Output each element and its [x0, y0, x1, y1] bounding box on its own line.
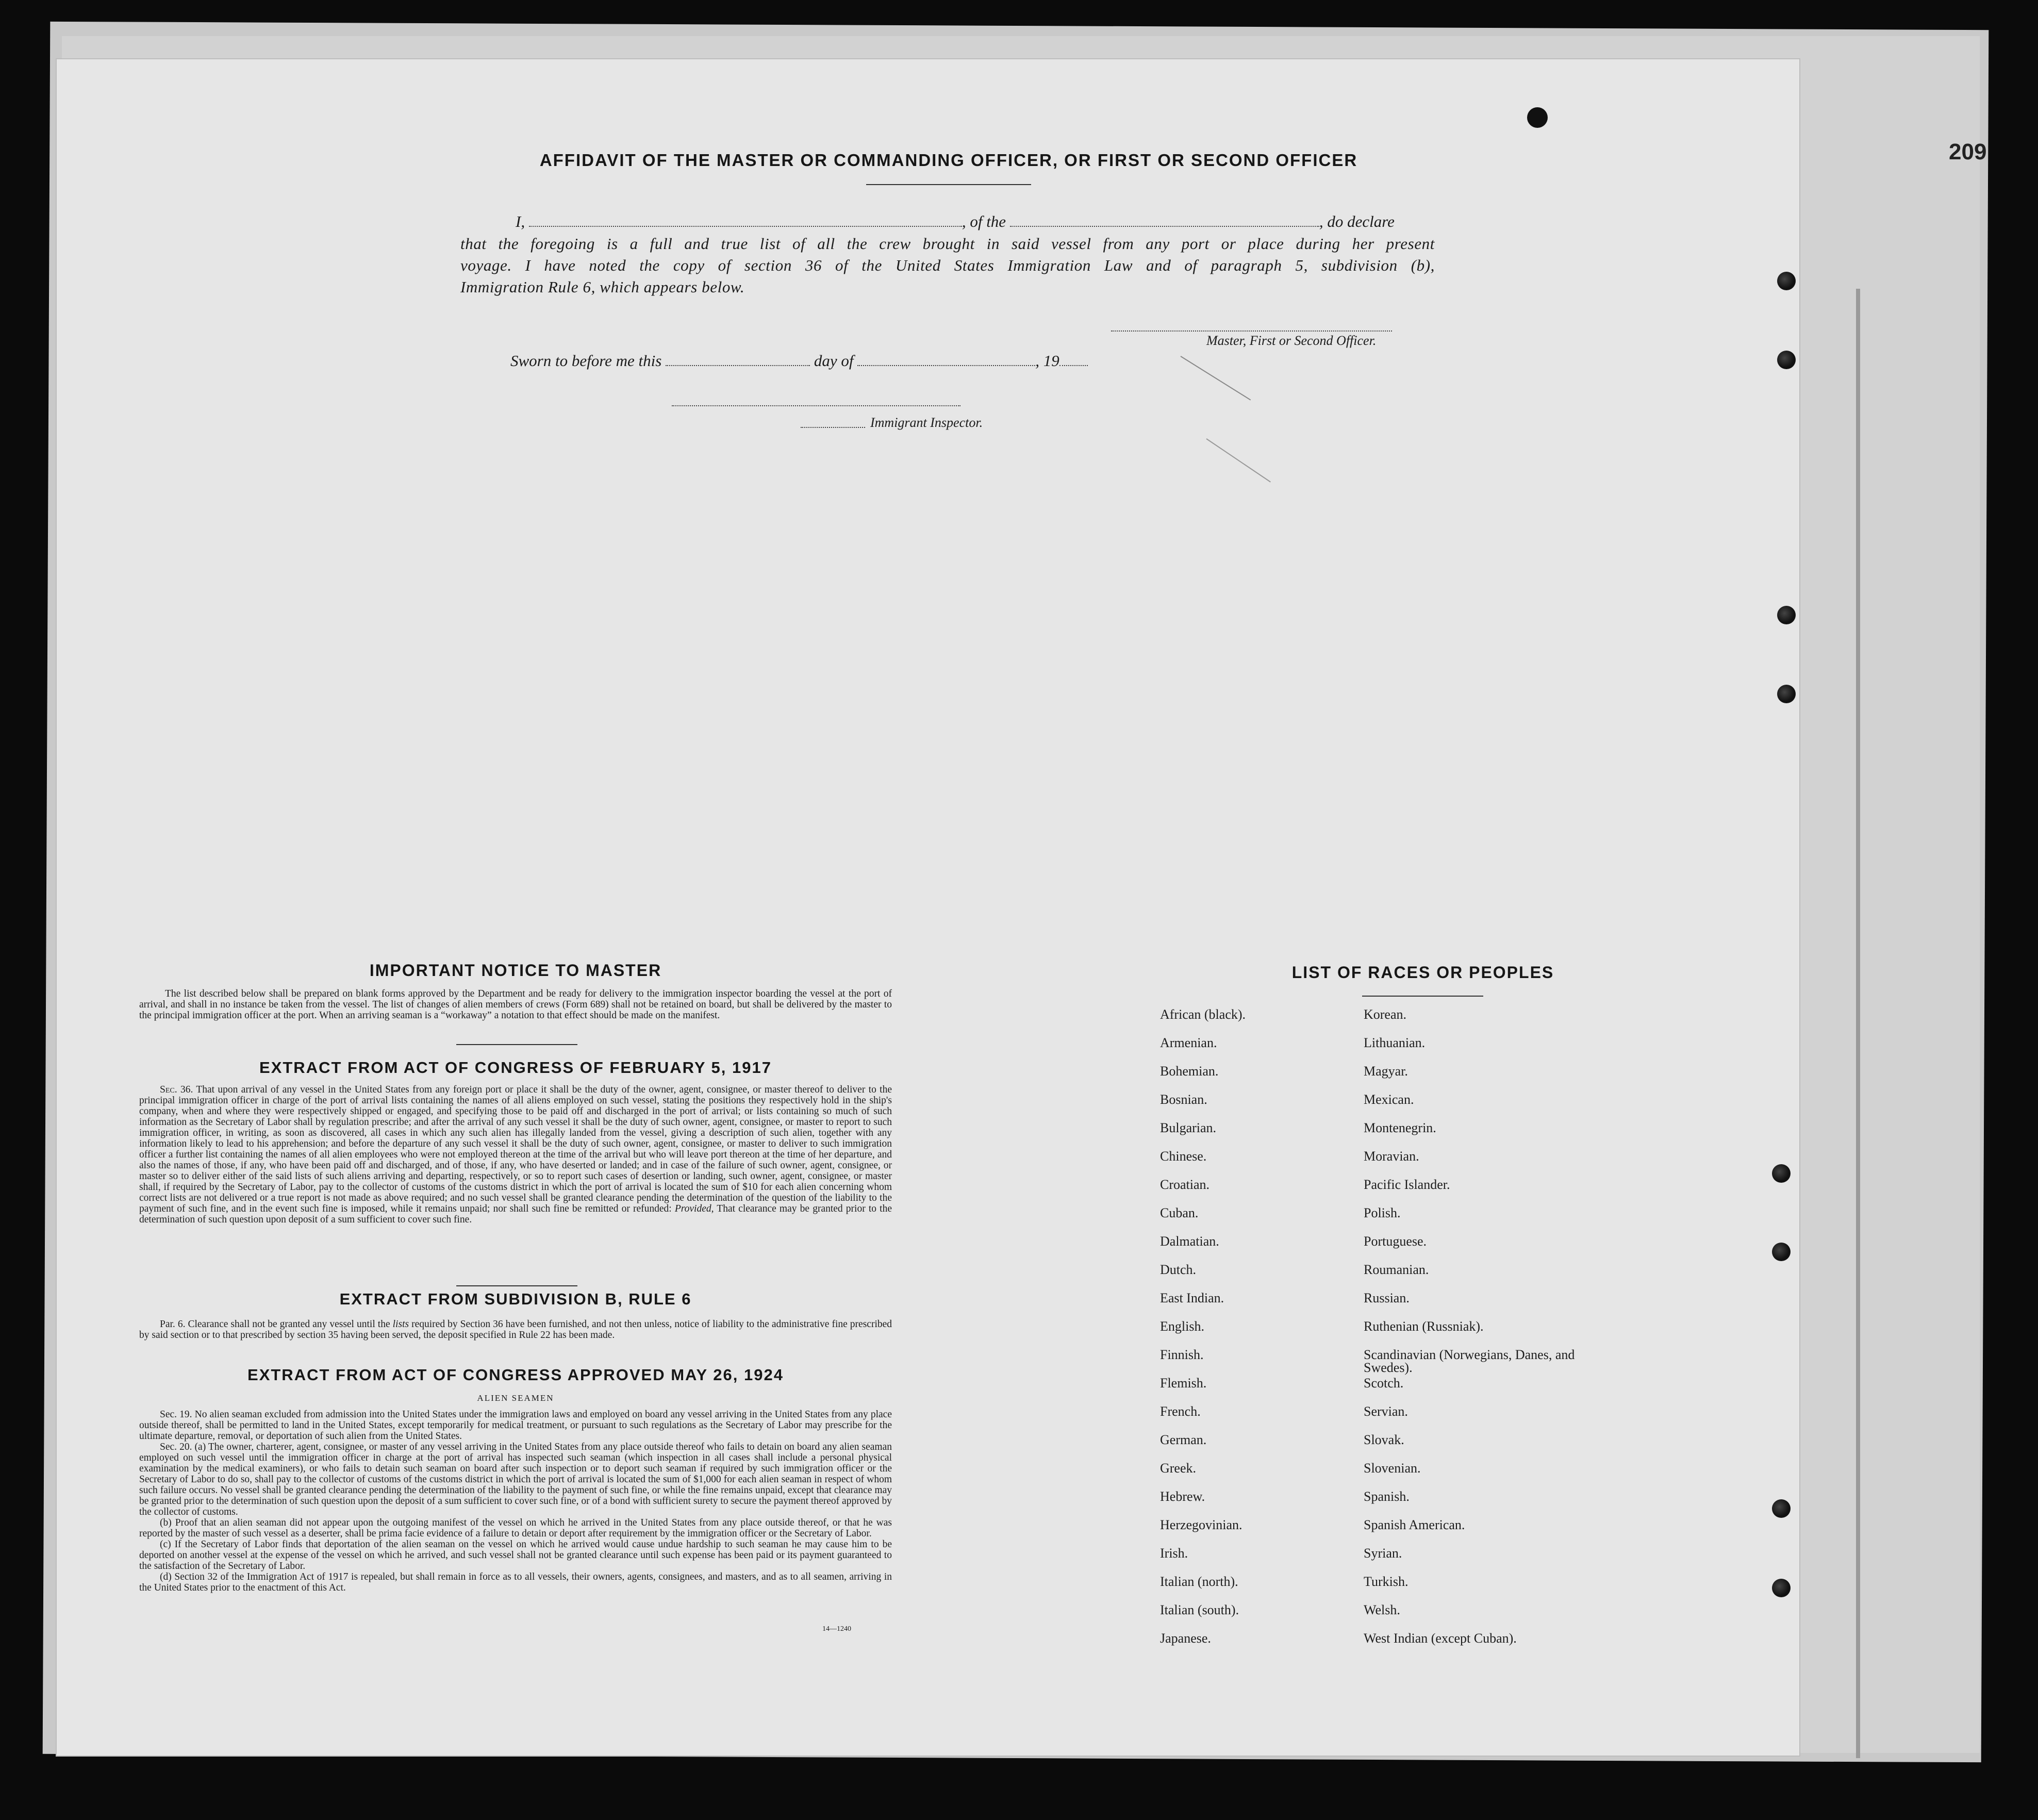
race-item: Japanese. — [1160, 1631, 1211, 1646]
sworn-day-of: day of — [814, 352, 854, 370]
notice-body-text: The list described below shall be prepared on blank forms approved by the Department and be ready for delivery to the immigration inspector boarding the vessel at the port of arrival, and shall in no instance be taken from the vessel. The list of changes of alien members of crews (Form 689) shall not be retained on board, but shall be delivered by the master to the principal immigration officer at the port. When an arriving seaman is a “workaway” a notation to that effect should be made on the manifest. — [139, 988, 892, 1021]
inspector-signature-blank[interactable] — [672, 405, 960, 406]
vessel-blank[interactable] — [1010, 226, 1319, 227]
notice-body — [139, 988, 892, 1021]
declare-of-the: , of the — [962, 212, 1006, 230]
race-item: African (black). — [1160, 1007, 1246, 1022]
extract1-rule — [456, 1285, 577, 1286]
extract1-text-end: That clearance may be granted prior to the determination of such question upon deposit of a sum sufficient to cover such fine. — [139, 1203, 892, 1225]
binder-ring-hole — [1777, 606, 1796, 624]
race-item: Greek. — [1160, 1461, 1197, 1476]
sheet-edge — [1856, 289, 1860, 1758]
race-item: Turkish. — [1364, 1574, 1409, 1589]
declare-i: I, — [516, 212, 525, 230]
title-rule — [866, 184, 1031, 185]
race-item: Mexican. — [1364, 1092, 1414, 1107]
race-item: Herzegovinian. — [1160, 1517, 1242, 1532]
extract3-sec20d: (d) Section 32 of the Immigration Act of 1917 is repealed, but shall remain in force as to all vessels, their owners, agents, consignees, and masters, and as to all seamen, arriving in the United States prior to the enactment of this Act. — [139, 1571, 892, 1593]
binder-ring-hole — [1777, 685, 1796, 703]
extract3-sec19: Sec. 19. No alien seaman excluded from admission into the United States under the immigration laws and employed on board any vessel arriving in the United States from any place outside thereof, shall be permitted to land in the United States, except temporarily for medical treatment, or pursuant to such regulations as the Secretary of Labor may prescribe for the ultimate departure, removal, or deportation of such alien from the United States. — [139, 1409, 892, 1442]
race-item: Bosnian. — [1160, 1092, 1207, 1107]
race-item: Russian. — [1364, 1290, 1410, 1305]
race-item: Bulgarian. — [1160, 1120, 1217, 1135]
race-item: Slovenian. — [1364, 1461, 1421, 1476]
affidavit-body-3: Immigration Rule 6, which appears below. — [460, 278, 745, 296]
race-item: West Indian (except Cuban). — [1364, 1631, 1517, 1646]
race-item: Welsh. — [1364, 1602, 1400, 1617]
sworn-day-blank[interactable] — [666, 365, 810, 366]
races-rule — [1362, 996, 1483, 997]
race-item: Dutch. — [1160, 1262, 1197, 1277]
extract2-text-end: required by Section 36 have been furnished, and not then unless, notice of liability to the administrative fine prescribed by said section or to that prescribed by section 35 having been served, the deposit specified in Rule 22 has been made. — [139, 1319, 892, 1341]
race-item: Portuguese. — [1364, 1234, 1427, 1249]
race-item: English. — [1160, 1319, 1204, 1334]
race-item: Servian. — [1364, 1404, 1408, 1419]
race-item: Bohemian. — [1160, 1064, 1219, 1079]
binder-ring-hole — [1772, 1499, 1791, 1518]
affidavit-title: AFFIDAVIT OF THE MASTER OR COMMANDING OFFICER, OR FIRST OR SECOND OFFICER — [539, 151, 1358, 170]
race-item: Pacific Islander. — [1364, 1177, 1450, 1192]
sworn-prefix: Sworn to before me this — [510, 352, 662, 370]
extract1-provided: Provided, — [674, 1203, 714, 1214]
extract3-sec20c: (c) If the Secretary of Labor finds that deportation of the alien seaman on the vessel on which he arrived would cause undue hardship to such seaman he may cause him to be deported on another vessel at the expense of the vessel on which he arrived, and such vessel shall not be granted clearance until such expense has been paid or its payment guaranteed to the satisfaction of the Secretary of Labor. — [139, 1539, 892, 1571]
declare-end: , do declare — [1319, 212, 1395, 230]
inspector-dotted-lead — [801, 427, 865, 428]
sworn-month-blank[interactable] — [857, 365, 1035, 366]
race-item: Ruthenian (Russniak). — [1364, 1319, 1484, 1334]
binder-ring-hole — [1772, 1579, 1791, 1597]
race-item: German. — [1160, 1432, 1207, 1447]
binder-ring-hole — [1772, 1243, 1791, 1261]
extract1-title: EXTRACT FROM ACT OF CONGRESS OF FEBRUARY 5, 1917 — [259, 1058, 772, 1077]
race-item: Chinese. — [1160, 1149, 1207, 1164]
race-item: Magyar. — [1364, 1064, 1408, 1079]
races-title: LIST OF RACES OR PEOPLES — [1291, 963, 1554, 982]
affidavit-body-1: that the foregoing is a full and true list of all the crew brought in said vessel from any port or place during her present — [460, 235, 1435, 253]
extract2-body — [139, 1319, 892, 1341]
extract3-subtitle: ALIEN SEAMEN — [477, 1393, 554, 1403]
extract3-body — [139, 1409, 892, 1593]
binder-ring-hole — [1772, 1164, 1791, 1183]
race-item: Spanish. — [1364, 1489, 1410, 1504]
affidavit-body-2: voyage. I have noted the copy of section 36 of the United States Immigration Law and of paragraph 5, subdivision (b), — [460, 256, 1435, 274]
race-item: Scandinavian (Norwegians, Danes, and Swedes). — [1364, 1347, 1575, 1375]
race-item: Roumanian. — [1364, 1262, 1429, 1277]
race-item: Finnish. — [1160, 1347, 1204, 1362]
extract1-sec: Sec. 36. — [160, 1084, 193, 1095]
race-item: Croatian. — [1160, 1177, 1210, 1192]
race-item: Dalmatian. — [1160, 1234, 1219, 1249]
notice-title: IMPORTANT NOTICE TO MASTER — [369, 961, 662, 980]
race-item: Korean. — [1364, 1007, 1407, 1022]
extract2-title: EXTRACT FROM SUBDIVISION B, RULE 6 — [339, 1290, 692, 1308]
form-code: 14—1240 — [822, 1625, 851, 1633]
race-item: Italian (south). — [1160, 1602, 1239, 1617]
punch-hole — [1527, 107, 1548, 128]
sworn-year-blank[interactable] — [1059, 365, 1088, 366]
race-item: East Indian. — [1160, 1290, 1224, 1305]
declaration-line — [516, 212, 1438, 231]
race-item: Polish. — [1364, 1205, 1401, 1220]
name-blank[interactable] — [529, 226, 962, 227]
extract1-body — [139, 1084, 892, 1225]
race-item: Montenegrin. — [1364, 1120, 1436, 1135]
race-item: Flemish. — [1160, 1376, 1207, 1391]
race-item: Hebrew. — [1160, 1489, 1205, 1504]
race-item: Slovak. — [1364, 1432, 1404, 1447]
race-item: Cuban. — [1160, 1205, 1199, 1220]
binder-ring-hole — [1777, 272, 1796, 290]
extract2-lists: lists — [392, 1319, 409, 1330]
race-item: Lithuanian. — [1364, 1035, 1426, 1050]
race-item: French. — [1160, 1404, 1201, 1419]
race-item: Italian (north). — [1160, 1574, 1238, 1589]
race-item: Moravian. — [1364, 1149, 1419, 1164]
race-item: Armenian. — [1160, 1035, 1217, 1050]
notice-rule — [456, 1044, 577, 1045]
extract1-text: That upon arrival of any vessel in the United States from any foreign port or place it shall be the duty of the owner, agent, consignee, or master thereof to deliver to the principal immigration officer in charge of the port of arrival lists containing the names of all aliens employed on such vessel, stating the positions they respectively hold in the ship's company, when and where they were respectively shipped or engaged, and specifying those to be paid off and discharged in the port of arrival; or lists containing so much of such information as the Secretary of Labor shall by regulation prescribe; and after the arrival of any such vessel it shall be the duty of such owner, agent, consignee, or master to report to such immigration officer, in writing, as soon as discovered, all cases in which any such alien has illegally landed from the vessel, giving a description of such alien, together with any information likely to lead to his apprehension; and before the departure of any such vessel it shall be the duty of such owner, agent, consignee, or master to deliver to such immigration officer a further list containing the names of all alien employees who were not employed thereon at the time of the arrival but who will leave port thereon at the time of her departure, and also the names of those, if any, who have been paid off and discharged, and of those, if any, who have deserted or landed; and in case of the failure of such owner, agent, consignee, or master so to deliver either of the said lists of such aliens arriving and departing, respectively, or so to report such cases of desertion or landing, such owner, agent, consignee, or master shall, if required by the Secretary of Labor, pay to the collector of customs of the customs district in which the port of arrival is located the sum of $10 for each alien concerning whom correct lists are not delivered or a true report is not made as above required; and no such vessel shall be granted clearance pending the determination of the question of the liability to the payment of such fine, and in the event such fine is imposed, while it remains unpaid; nor shall such fine be remitted or refunded: — [139, 1084, 892, 1214]
race-item: Spanish American. — [1364, 1517, 1465, 1532]
extract2-text: Par. 6. Clearance shall not be granted any vessel until the — [160, 1319, 390, 1330]
sworn-year: , 19 — [1035, 352, 1059, 370]
signature-caption: Master, First or Second Officer. — [1206, 333, 1377, 348]
extract3-sec20b: (b) Proof that an alien seaman did not appear upon the outgoing manifest of the vessel on which he arrived in the United States from any place outside thereof, or that he was reported by the master of such vessel as a deserter, shall be prima facie evidence of a failure to detain or deport after requirement by the immigration officer or the Secretary of Labor. — [139, 1517, 892, 1539]
inspector-caption: Immigrant Inspector. — [870, 415, 983, 430]
page-number: 209 — [1949, 139, 1987, 164]
race-item: Irish. — [1160, 1546, 1188, 1561]
race-item: Scotch. — [1364, 1376, 1404, 1391]
extract3-title: EXTRACT FROM ACT OF CONGRESS APPROVED MAY 26, 1924 — [247, 1366, 784, 1384]
signature-blank[interactable] — [1111, 330, 1392, 332]
extract3-sec20a: Sec. 20. (a) The owner, charterer, agent, consignee, or master of any vessel arriving in the United States from any place outside thereof who fails to detain on board any alien seaman employed on such vessel until the immigration officer in charge at the port of arrival has inspected such seaman (which inspection in all cases shall include a personal physical examination by the medical examiners), or who fails to detain such seaman on board after such inspection or to deport such seaman if required by such immigration officer or the Secretary of Labor to do so, shall pay to the collector of customs of the customs district in which the port of arrival is located the sum of $1,000 for each alien seaman in respect of whom such failure occurs. No vessel shall be granted clearance pending the determination of the liability to the payment of such fine, or while the fine remains unpaid, except that clearance may be granted prior to the determination of such question upon the deposit of a sum sufficient to cover such fine, or of a bond with sufficient surety to secure the payment thereof approved by the collector of customs. — [139, 1442, 892, 1517]
binder-ring-hole — [1777, 351, 1796, 369]
race-item: Syrian. — [1364, 1546, 1402, 1561]
sworn-line — [510, 352, 1088, 370]
